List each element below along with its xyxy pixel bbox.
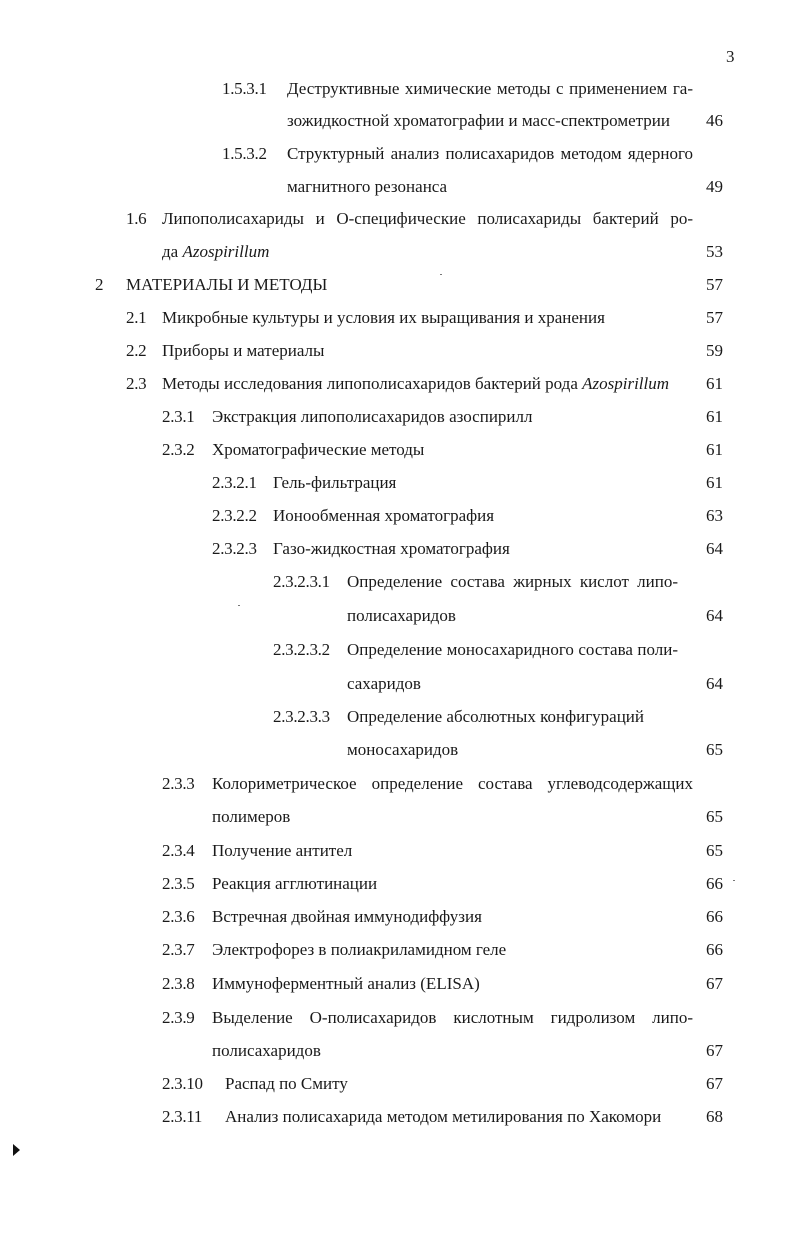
toc-entry-text: Электрофорез в полиакриламидном геле <box>212 940 507 959</box>
toc-entry-number: 2.3.9 <box>162 1008 195 1027</box>
toc-entry <box>0 305 796 331</box>
toc-entry-text: Реакция агглютинации <box>212 874 378 893</box>
toc-entry <box>0 771 796 797</box>
toc-entry <box>0 76 796 102</box>
toc-entry-text: Определение абсолютных конфигураций <box>347 707 645 726</box>
toc-entry-number: 2.3.6 <box>162 907 195 926</box>
toc-entry-number: 2.3.2.3 <box>212 539 257 558</box>
toc-entry <box>0 338 796 364</box>
toc-entry-text: Встречная двойная иммунодиффузия <box>212 907 482 926</box>
scan-speck <box>733 880 735 881</box>
toc-entry-number: 1.6 <box>126 209 147 228</box>
toc-entry-number: 2.3.5 <box>162 874 195 893</box>
toc-entry-text <box>162 239 269 265</box>
toc-entry-text: Структурный анализ полисахаридов методом ядерного <box>287 144 693 163</box>
toc-entry-text: МАТЕРИАЛЫ И МЕТОДЫ <box>126 275 328 294</box>
toc-entry-text: полимеров <box>212 807 291 826</box>
toc-entry-page: 59 <box>706 341 723 360</box>
binding-mark-icon <box>13 1144 20 1156</box>
toc-entry-page: 61 <box>706 440 723 459</box>
toc-entry-text: Деструктивные химические методы с применением га- <box>287 79 693 98</box>
toc-entry-number: 2.3.11 <box>162 1107 203 1126</box>
toc-entry-page: 66 <box>706 940 723 959</box>
toc-entry-continuation <box>0 603 796 629</box>
toc-entry-number: 2.3.2.3.3 <box>273 707 330 726</box>
toc-entry-page: 66 <box>706 907 723 926</box>
toc-entry <box>0 1005 796 1031</box>
toc-entry-text: полисахаридов <box>347 606 456 625</box>
toc-entry-text: магнитного резонанса <box>287 177 448 196</box>
toc-entry-text-plain: да <box>162 242 183 261</box>
toc-entry-number: 2 <box>95 275 104 294</box>
toc-entry-text: Приборы и материалы <box>162 341 325 360</box>
toc-entry-page: 66 <box>706 874 723 893</box>
toc-entry-number: 2.3.2.1 <box>212 473 257 492</box>
toc-entry <box>0 569 796 595</box>
toc-entry-continuation <box>0 737 796 763</box>
toc-entry-number: 2.3.2.3.2 <box>273 640 330 659</box>
toc-entry-number: 2.3.2.3.1 <box>273 572 330 591</box>
scan-speck <box>440 274 442 275</box>
toc-entry <box>0 904 796 930</box>
scan-speck <box>238 605 240 606</box>
toc-entry <box>0 404 796 430</box>
toc-entry-page: 65 <box>706 841 723 860</box>
toc-entry-text: Хроматографические методы <box>212 440 425 459</box>
toc-entry-page: 67 <box>706 1074 723 1093</box>
toc-entry <box>0 272 796 298</box>
toc-entry <box>0 503 796 529</box>
page-number: 3 <box>726 47 735 66</box>
toc-entry-number: 2.3 <box>126 374 147 393</box>
toc-entry-continuation <box>0 239 796 265</box>
toc-entry-text-plain: Методы исследования липополисахаридов бактерий рода <box>162 374 583 393</box>
toc-entry-number: 2.3.10 <box>162 1074 203 1093</box>
toc-entry-page: 64 <box>706 539 723 558</box>
toc-entry-text-italic: Azospirillum <box>582 374 670 393</box>
toc-entry-page: 57 <box>706 308 723 327</box>
toc-entry <box>0 470 796 496</box>
toc-entry-text: зожидкостной хроматографии и масс-спектрометрии <box>287 111 670 130</box>
toc-entry-text: полисахаридов <box>212 1041 321 1060</box>
toc-entry-number: 2.2 <box>126 341 147 360</box>
toc-entry-number: 2.3.1 <box>162 407 195 426</box>
toc-entry-page: 64 <box>706 674 723 693</box>
toc-entry-page: 61 <box>706 473 723 492</box>
toc-entry-number: 2.3.2 <box>162 440 195 459</box>
toc-entry-number: 2.1 <box>126 308 147 327</box>
toc-entry-continuation <box>0 1038 796 1064</box>
toc-entry-continuation <box>0 174 796 200</box>
toc-entry-text: Распад по Смиту <box>225 1074 348 1093</box>
toc-entry-text: Гель-фильтрация <box>273 473 397 492</box>
toc-entry-text-italic: Azospirillum <box>182 242 270 261</box>
toc-entry <box>0 704 796 730</box>
toc-entry-text: Ионообменная хроматография <box>273 506 495 525</box>
toc-entry-text: Анализ полисахарида методом метилирования по Хакомори <box>225 1107 662 1126</box>
toc-entry-number: 1.5.3.1 <box>222 79 267 98</box>
toc-entry-text: сахаридов <box>347 674 421 693</box>
toc-entry-text: Газо-жидкостная хроматография <box>273 539 510 558</box>
toc-entry-page: 61 <box>706 407 723 426</box>
toc-entry <box>0 536 796 562</box>
toc-entry-text: Липополисахариды и О-специфические полисахариды бактерий ро- <box>162 209 693 228</box>
toc-entry <box>0 871 796 897</box>
toc-entry-number: 2.3.8 <box>162 974 195 993</box>
toc-entry <box>0 637 796 663</box>
toc-entry <box>0 141 796 167</box>
toc-entry <box>0 1071 796 1097</box>
toc-entry-text: Определение моносахаридного состава поли- <box>347 640 678 659</box>
toc-entry-text: моносахаридов <box>347 740 459 759</box>
toc-entry-number: 2.3.7 <box>162 940 195 959</box>
toc-entry-page: 67 <box>706 974 723 993</box>
toc-entry-text: Микробные культуры и условия их выращивания и хранения <box>162 308 605 327</box>
toc-entry-page: 53 <box>706 242 723 261</box>
toc-entry-page: 61 <box>706 374 723 393</box>
toc-entry <box>0 371 796 397</box>
toc-entry-text: Колориметрическое определение состава углеводсодержащих <box>212 774 693 793</box>
toc-entry-page: 63 <box>706 506 723 525</box>
toc-entry-page: 57 <box>706 275 723 294</box>
toc-entry <box>0 971 796 997</box>
toc-entry-text <box>162 371 669 397</box>
toc-entry-page: 65 <box>706 740 723 759</box>
toc-entry <box>0 437 796 463</box>
toc-entry-continuation <box>0 108 796 134</box>
toc-entry-number: 2.3.4 <box>162 841 195 860</box>
toc-entry-text: Выделение О-полисахаридов кислотным гидролизом липо- <box>212 1008 693 1027</box>
toc-entry-page: 68 <box>706 1107 723 1126</box>
toc-entry-continuation <box>0 804 796 830</box>
toc-entry-text: Получение антител <box>212 841 353 860</box>
toc-entry-text: Иммуноферментный анализ (ELISA) <box>212 974 480 993</box>
toc-entry-text: Определение состава жирных кислот липо- <box>347 572 678 591</box>
toc-entry <box>0 206 796 232</box>
toc-entry-page: 65 <box>706 807 723 826</box>
toc-entry-number: 2.3.3 <box>162 774 195 793</box>
toc-entry-page: 46 <box>706 111 723 130</box>
toc-entry-page: 67 <box>706 1041 723 1060</box>
toc-entry <box>0 838 796 864</box>
toc-entry-page: 49 <box>706 177 723 196</box>
toc-entry-text: Экстракция липополисахаридов азоспирилл <box>212 407 533 426</box>
toc-entry <box>0 1104 796 1130</box>
toc-entry-number: 1.5.3.2 <box>222 144 267 163</box>
toc-entry-continuation <box>0 671 796 697</box>
toc-entry-number: 2.3.2.2 <box>212 506 257 525</box>
toc-entry-page: 64 <box>706 606 723 625</box>
toc-entry <box>0 937 796 963</box>
